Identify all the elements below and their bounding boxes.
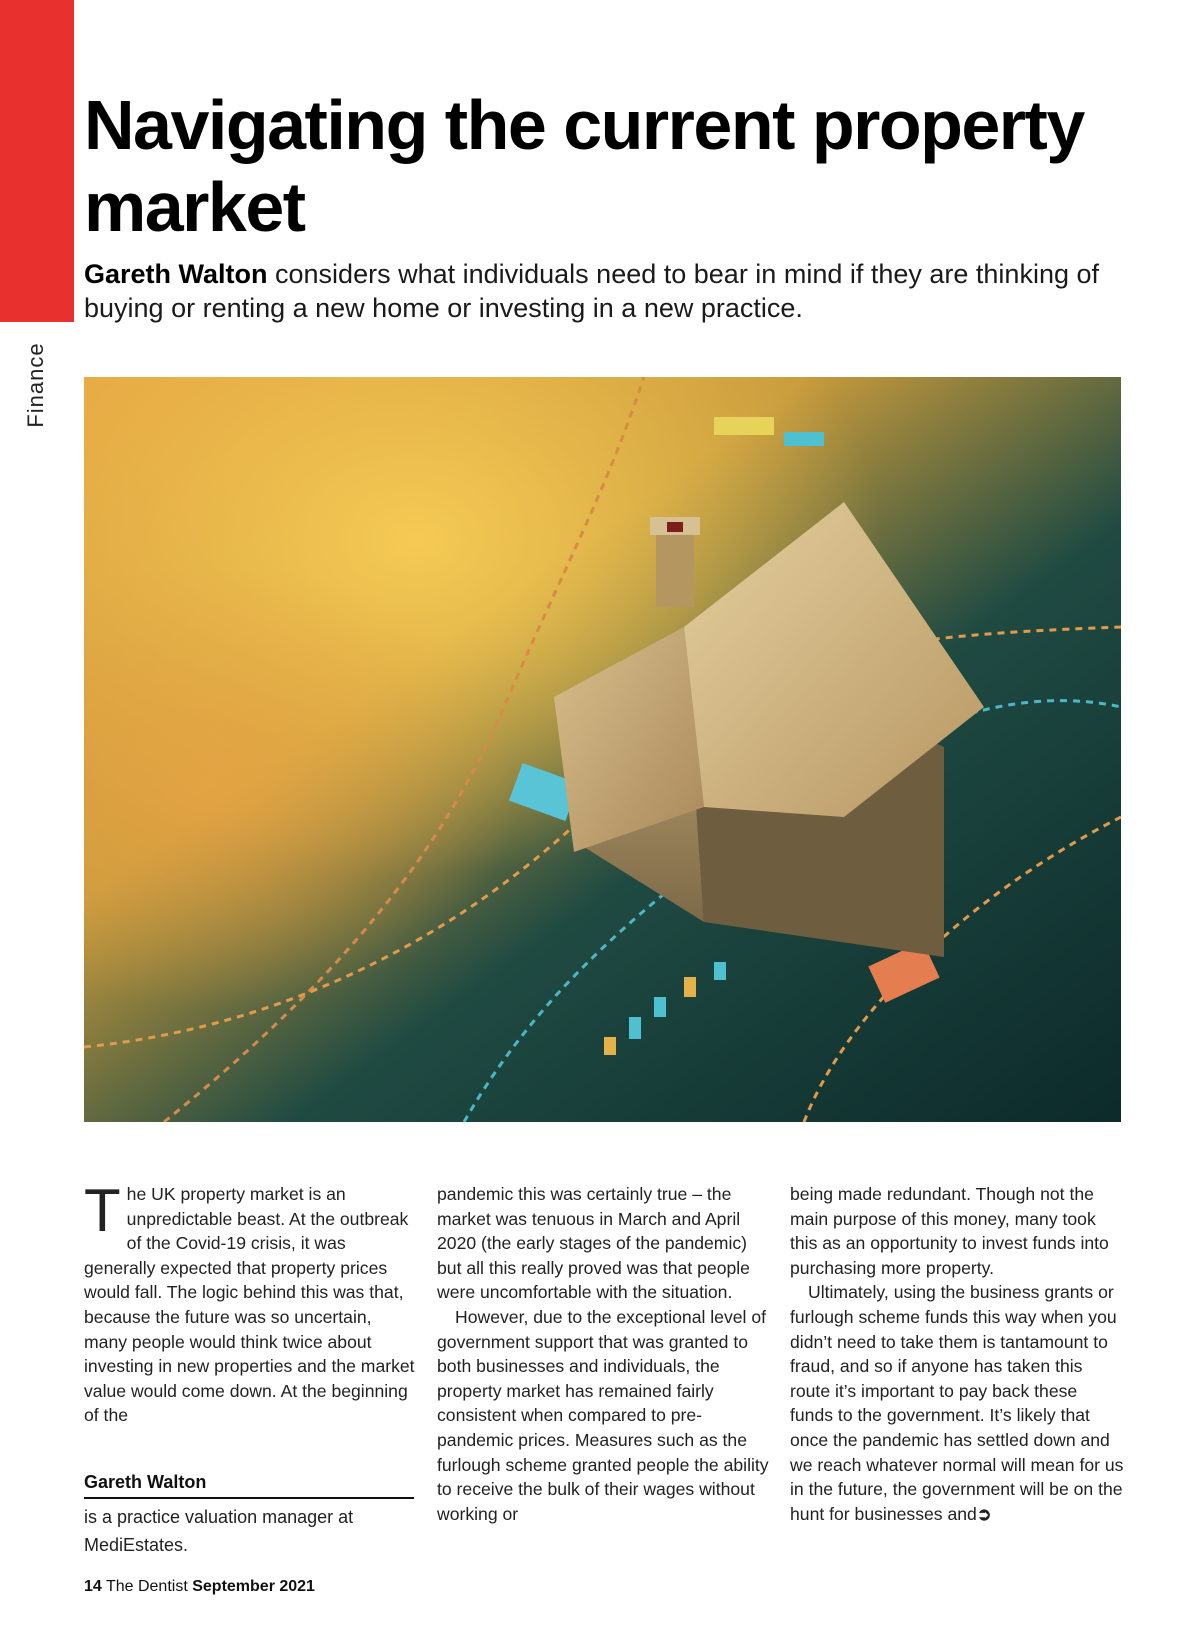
issue-date: September 2021 (192, 1578, 315, 1595)
standfirst (84, 257, 1124, 325)
hero-image-gold-house-on-stock-chart (84, 377, 1121, 1122)
drop-cap: T (84, 1177, 121, 1244)
publication-name: The Dentist (105, 1578, 188, 1595)
body-text-col1: he UK property market is an unpredictable beast. At the outbreak of the Covid-19 crisis, it was generally expected that property prices would fall. The logic behind this was that, because the future was so uncertain, many people would think twice about investing in new properties and the market value would come down. At the beginning of the (84, 1184, 415, 1426)
body-paragraph (790, 1280, 1125, 1526)
standfirst-author: Gareth Walton (84, 259, 268, 289)
body-column-2 (437, 1182, 772, 1526)
headline: Navigating the current property market (84, 86, 1084, 246)
body-column-3 (790, 1182, 1125, 1526)
section-label: Finance (23, 342, 48, 428)
body-text-col3-p2: Ultimately, using the business grants or furlough scheme funds this way when you didn’t need to take them is tantamount to fraud, and so if anyone has taken this route it’s important to pay back these funds to the government. It’s likely that once the pandemic has settled down and we reach whatever normal will mean for us in the future, the government will be on the hunt for businesses and (790, 1282, 1124, 1524)
section-color-bar (0, 0, 74, 322)
continue-arrow-icon: ➲ (976, 1503, 992, 1524)
standfirst-text: considers what individuals need to bear in mind if they are thinking of buying or renting a new home or investing in a new practice. (84, 259, 1099, 323)
page-number: 14 (84, 1578, 102, 1595)
body-paragraph: being made redundant. Though not the main purpose of this money, many took this as an opportunity to invest funds into purchasing more property. (790, 1184, 1109, 1278)
body-paragraph: However, due to the exceptional level of government support that was granted to both businesses and individuals, the property market has remained fairly consistent when compared to pre-pandemic prices. Measures such as the furlough scheme granted people the ability to receive the bulk of their wages without working or (437, 1306, 769, 1524)
bio-name: Gareth Walton (84, 1472, 414, 1499)
author-bio (84, 1472, 414, 1559)
bio-text: is a practice valuation manager at MediEstates. (84, 1507, 354, 1555)
body-column-1 (84, 1177, 419, 1428)
page-footer (84, 1578, 315, 1596)
body-paragraph: pandemic this was certainly true – the market was tenuous in March and April 2020 (the early stages of the pandemic) but all this really proved was that people were uncomfortable with the situation. (437, 1184, 750, 1303)
